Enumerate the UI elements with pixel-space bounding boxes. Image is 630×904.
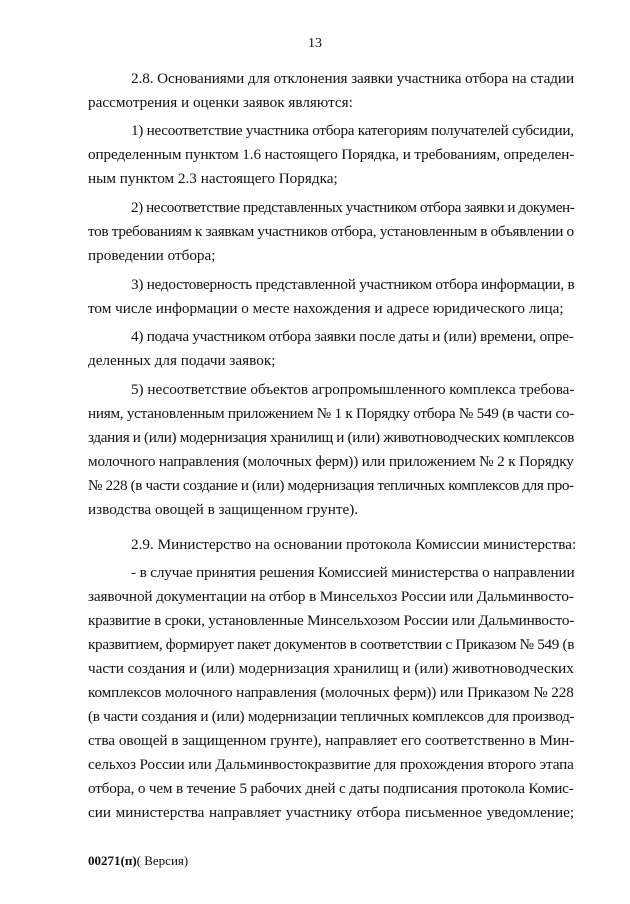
text-line: 2.8. Основаниями для отклонения заявки участника отбора на стадии bbox=[131, 70, 575, 87]
text-line: деленных для подачи заявок; bbox=[88, 352, 276, 369]
text-line: части создания и (или) модернизация хранилищ и (или) животноводческих bbox=[88, 660, 574, 677]
text-line: отбора, о чем в течение 5 рабочих дней с даты подписания протокола Комис- bbox=[88, 780, 574, 797]
document-code: 00271(п) bbox=[88, 853, 137, 868]
text-line: 1) несоответствие участника отбора категориям получателей субсидии, bbox=[131, 122, 574, 139]
text-line: сельхоз России или Дальминвостокразвитие для прохождения второго этапа bbox=[88, 756, 574, 773]
text-line: № 228 (в части создание и (или) модернизация тепличных комплексов для про- bbox=[88, 477, 574, 494]
text-line: ниям, установленным приложением № 1 к Порядку отбора № 549 (в части со- bbox=[88, 405, 575, 422]
text-line: рассмотрения и оценки заявок являются: bbox=[88, 94, 353, 111]
text-line: комплексов молочного направления (молочных ферм)) или Приказом № 228 bbox=[88, 684, 574, 701]
text-line: тов требованиям к заявкам участников отбора, установленным в объявлении о bbox=[88, 223, 574, 240]
text-line: 4) подача участником отбора заявки после даты и (или) времени, опре- bbox=[131, 328, 574, 345]
text-line: 2.9. Министерство на основании протокола Комиссии министерства: bbox=[131, 536, 577, 553]
text-line: проведении отбора; bbox=[88, 247, 216, 264]
document-version: ( Версия) bbox=[136, 853, 189, 868]
text-line: заявочной документации на отбор в Минсельхоз России или Дальминвосто- bbox=[88, 588, 574, 605]
text-line: изводства овощей в защищенном грунте). bbox=[88, 501, 359, 518]
text-line: определенным пунктом 1.6 настоящего Порядка, и требованиям, определен- bbox=[88, 146, 575, 163]
text-line: (в части создания и (или) модернизации тепличных комплексов для производ- bbox=[88, 708, 575, 725]
text-line: 5) несоответствие объектов агропромышленного комплекса требова- bbox=[131, 381, 575, 398]
text-line: ства овощей в защищенном грунте), направляет его соответственно в Мин- bbox=[88, 732, 575, 749]
document-footer bbox=[88, 853, 188, 869]
page-number: 13 bbox=[308, 36, 322, 51]
text-line: кразвитие в сроки, установленные Минсельхозом России или Дальминвосто- bbox=[88, 612, 575, 629]
text-line: 2) несоответствие представленных участником отбора заявки и докумен- bbox=[131, 199, 575, 216]
text-line: здания и (или) модернизация хранилищ и (или) животноводческих комплексов bbox=[88, 429, 575, 446]
text-line: 3) недостоверность представленной участником отбора информации, в bbox=[131, 276, 575, 293]
text-line: сии министерства направляет участнику отбора письменное уведомление; bbox=[88, 804, 575, 821]
text-line: - в случае принятия решения Комиссией министерства о направлении bbox=[131, 564, 575, 581]
text-line: молочного направления (молочных ферм)) или приложением № 2 к Порядку bbox=[88, 453, 574, 470]
text-line: кразвитием, формирует пакет документов в соответствии с Приказом № 549 (в bbox=[88, 636, 575, 653]
text-line: том числе информации о месте нахождения и адресе юридического лица; bbox=[88, 300, 564, 317]
text-line: ным пунктом 2.3 настоящего Порядка; bbox=[88, 170, 338, 187]
